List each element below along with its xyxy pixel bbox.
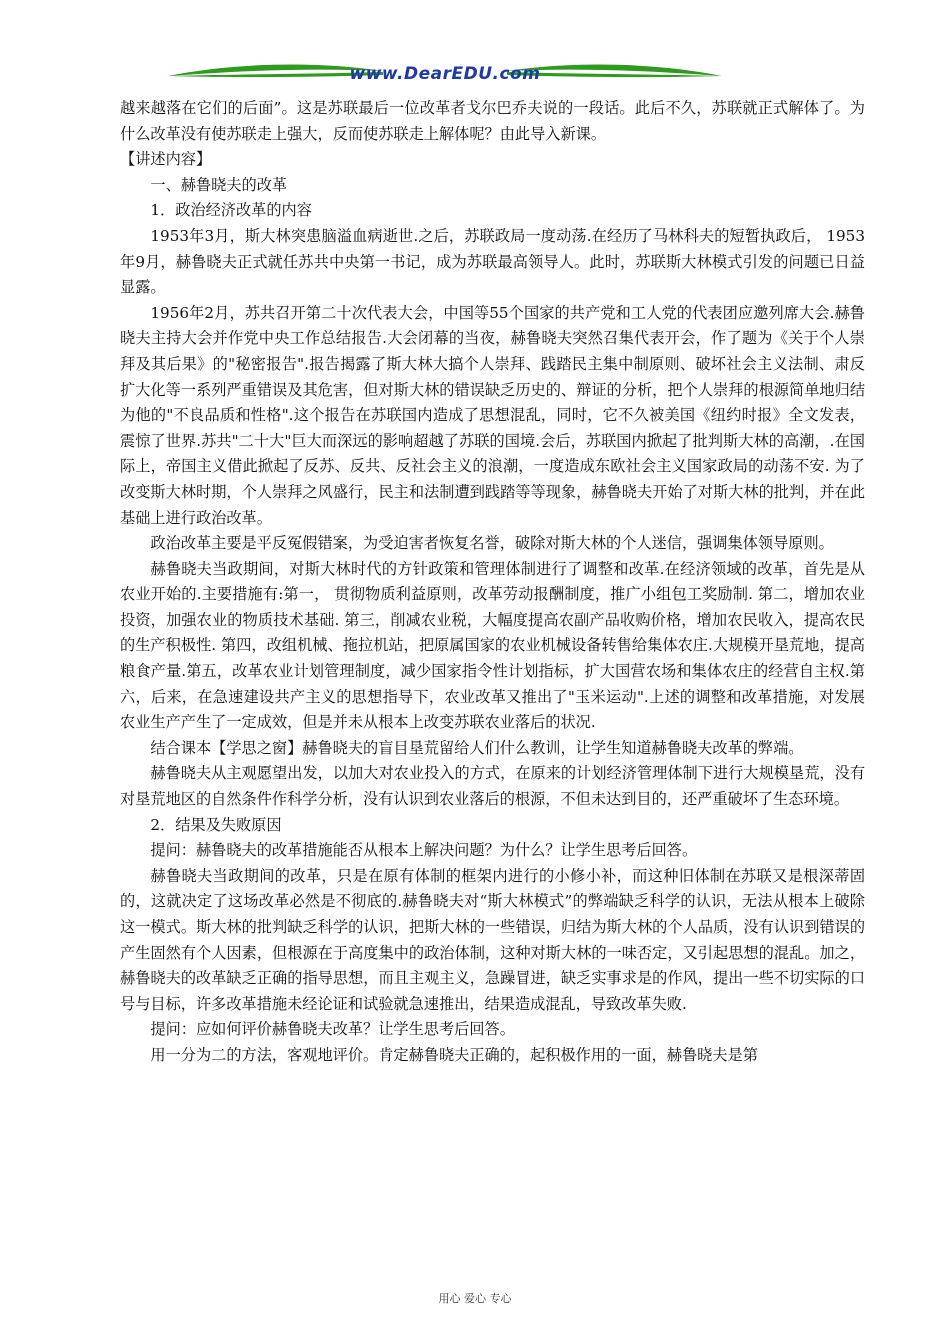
paragraph: 政治改革主要是平反冤假错案，为受迫害者恢复名誉，破除对斯大林的个人迷信，强调集体领导原则。: [150, 534, 834, 553]
paragraph: 越来越落在它们的后面”。这是苏联最后一位改革者戈尔巴乔夫说的一段话。此后不久，苏联就正式解体了。为什么改革没有使苏联走上强大，反而使苏联走上解体呢？由此导入新课。: [120, 99, 865, 143]
paragraph: 一、赫鲁晓夫的改革: [150, 175, 288, 194]
paragraph: 提问：赫鲁晓夫的改革措施能否从根本上解决问题？为什么？让学生思考后回答。: [150, 841, 698, 860]
paragraph: 2．结果及失败原因: [150, 815, 282, 834]
paragraph: 赫鲁晓夫当政期间，对斯大林时代的方针政策和管理体制进行了调整和改革.在经济领域的改革，首先是从农业开始的.主要措施有:第一， 贯彻物质利益原则，改革劳动报酬制度，推广小组包工奖励制. 第二，增加农业投资，加强农业的物质技术基础. 第三，削减农业税，大幅度提高农副产品收购价格，增加农民收入，提高农民的生产积极性. 第四，改组机械、拖拉机站，把原属国家的农业机械设备转售给集体农庄.大规模开垦荒地，提高粮食产量.第五，改革农业计划管理制度，减少国家指令性计划指标，扩大国营农场和集体农庄的经营自主权.第六，后来，在急速建设共产主义的思想指导下，农业改革又推出了"玉米运动".上述的调整和改革措施，对发展农业生产产生了一定成效，但是并未从根本上改变苏联农业落后的状况.: [120, 559, 865, 732]
document-body: [120, 96, 865, 1069]
paragraph: 提问：应如何评价赫鲁晓夫改革？让学生思考后回答。: [150, 1020, 515, 1039]
header-banner: [168, 54, 722, 94]
paragraph: 1956年2月，苏共召开第二十次代表大会，中国等55个国家的共产党和工人党的代表团应邀列席大会.赫鲁晓夫主持大会并作党中央工作总结报告.大会闭幕的当夜，赫鲁晓夫突然召集代表开会，作了题为《关于个人崇拜及其后果》的"秘密报告".报告揭露了斯大林大搞个人崇拜、践踏民主集中制原则、破坏社会主义法制、肃反扩大化等一系列严重错误及其危害，但对斯大林的错误缺乏历史的、辩证的分析，把个人崇拜的根源简单地归结为他的"不良品质和性格".这个报告在苏联国内造成了思想混乱，同时，它不久被美国《纽约时报》全文发表，震惊了世界.苏共"二十大"巨大而深远的影响超越了苏联的国境.会后，苏联国内掀起了批判斯大林的高潮，.在国际上，帝国主义借此掀起了反苏、反共、反社会主义的浪潮，一度造成东欧社会主义国家政局的动荡不安. 为了改变斯大林时期，个人崇拜之风盛行，民主和法制遭到践踏等等现象，赫鲁晓夫开始了对斯大林的批判，并在此基础上进行政治改革。: [120, 303, 865, 527]
paragraph: 赫鲁晓夫当政期间的改革，只是在原有体制的框架内进行的小修小补，而这种旧体制在苏联又是根深蒂固的，这就决定了这场改革必然是不彻底的.赫鲁晓夫对“斯大林模式”的弊端缺乏科学的认识，无法从根本上破除这一模式。斯大林的批判缺乏科学的认识，把斯大林的一些错误，归结为斯大林的个人品质，没有认识到错误的产生固然有个人因素，但根源在于高度集中的政治体制，这种对斯大林的一味否定，又引起思想的混乱。加之，赫鲁晓夫的改革缺乏正确的指导思想，而且主观主义，急躁冒进，缺乏实事求是的作风，提出一些不切实际的口号与目标，许多改革措施未经论证和试验就急速推出，结果造成混乱，导致改革失败.: [120, 866, 865, 1013]
paragraph: 1953年3月，斯大林突患脑溢血病逝世.之后，苏联政局一度动荡.在经历了马林科夫的短暂执政后， 1953年9月，赫鲁晓夫正式就任苏共中央第一书记，成为苏联最高领导人。此时，苏联斯大林模式引发的问题已日益显露。: [120, 226, 865, 297]
site-url: www.DearEDU.com: [349, 64, 541, 84]
page-footer: 用心 爱心 专心: [438, 1292, 512, 1305]
paragraph: 【讲述内容】: [120, 150, 212, 169]
paragraph: 1．政治经济改革的内容: [150, 201, 312, 220]
paragraph: 赫鲁晓夫从主观愿望出发，以加大对农业投入的方式，在原来的计划经济管理体制下进行大规模垦荒，没有对垦荒地区的自然条件作科学分析，没有认识到农业落后的根源，不但未达到目的，还严重破坏了生态环境。: [120, 764, 865, 809]
paragraph: 用一分为二的方法，客观地评价。肯定赫鲁晓夫正确的，起积极作用的一面，赫鲁晓夫是第: [150, 1045, 758, 1064]
paragraph: 结合课本【学思之窗】赫鲁晓夫的盲目垦荒留给人们什么教训，让学生知道赫鲁晓夫改革的弊端。: [150, 738, 804, 757]
